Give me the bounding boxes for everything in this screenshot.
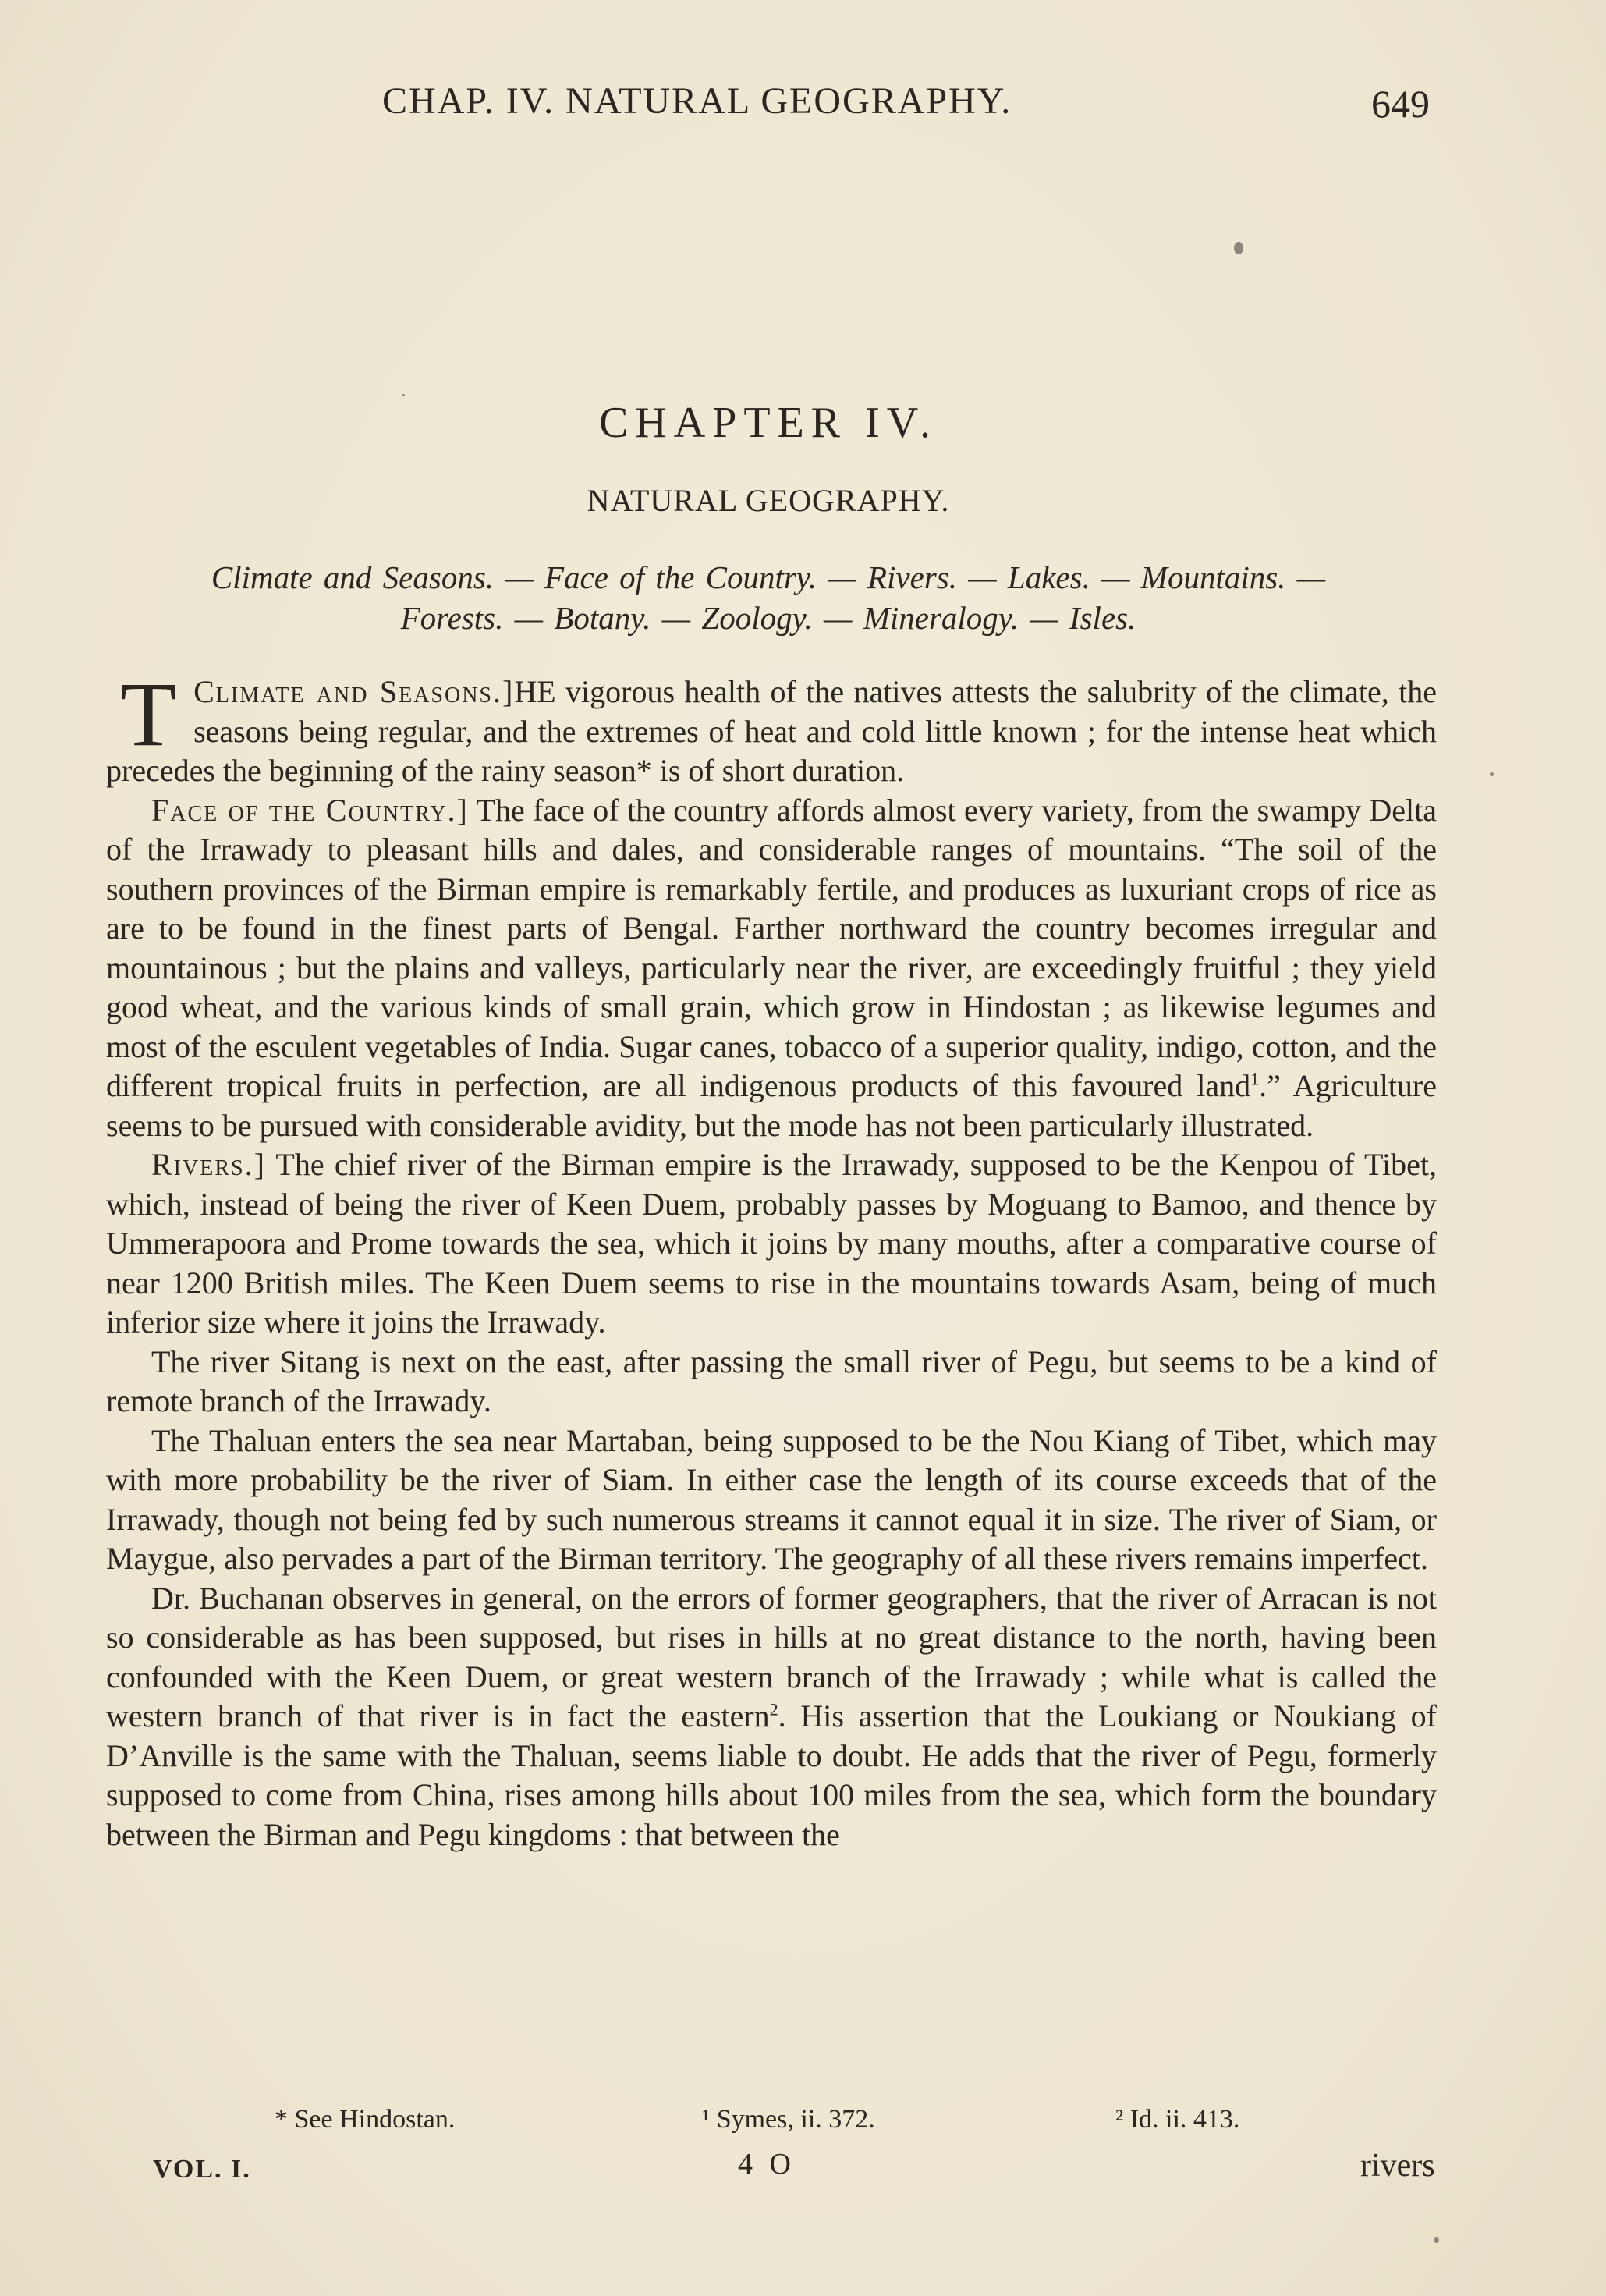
paragraph-text: The face of the country affords almost every variety, from the swampy Delta of the Irrawady to pleasant hills and dales, and considerable ranges of mountains. “The soil of the southern provinces of the Birman empire is remarkably fertile, and produces as luxuriant crops of rice as are to be found in the finest parts of Bengal. Farther northward the country becomes irregular and mountainous ; but the plains and valleys, particularly near the river, are exceedingly fruitful ; they yield good wheat, and the various kinds of small grain, which grow in Hindostan ; as likewise legumes and most of the esculent vegetables of India. Sugar canes, tobacco of a superior quality, indigo, cotton, and the different tropical fruits in perfection, are all indigenous products of this favoured land xyxy=(106,792,1437,1103)
chapter-title: CHAPTER IV. xyxy=(598,399,938,447)
running-head: CHAP. IV. NATURAL GEOGRAPHY. xyxy=(382,80,1012,122)
paragraph-text: is of short duration. xyxy=(651,753,905,788)
volume-signature: VOL. I. xyxy=(153,2155,251,2184)
paragraph-rivers xyxy=(106,1145,1437,1343)
paper-speck xyxy=(402,394,405,396)
footnote-marker: 2 xyxy=(769,1699,778,1719)
paper-speck xyxy=(1234,242,1243,254)
body-text xyxy=(106,663,1438,1854)
footnote: ² Id. ii. 413. xyxy=(1115,2105,1240,2134)
paragraph-text: Dr. Buchanan observes in general, on the errors of former geographers, that the river of Arracan is not so considerable as has been supposed, but rises in hills at no great distance to the north, having been confounded with the Keen Duem, or great western branch of the Irrawady ; while what is called the western branch of that river is in fact the eastern xyxy=(106,1580,1437,1734)
drop-cap: T xyxy=(120,663,177,765)
side-heading: Rivers.] xyxy=(151,1147,266,1182)
side-heading: Climate and Seasons.] xyxy=(193,674,515,709)
paragraph-text: HE vigorous health of the natives attests the salubrity of the climate, the seasons being regular, and the extremes of heat and cold little known ; for the intense heat which precedes the beginning of the rainy season xyxy=(106,674,1438,788)
paragraph-climate xyxy=(106,663,1438,791)
signature-mark: 4 O xyxy=(738,2148,796,2181)
paragraph-face-of-country xyxy=(106,791,1437,1146)
footnote-marker: 1 xyxy=(1250,1069,1260,1089)
contents-line: Climate and Seasons. — Face of the Country. — Rivers. — Lakes. — Mountains. — xyxy=(211,559,1326,595)
paragraph-sitang: The river Sitang is next on the east, after passing the small river of Pegu, but seems to be a kind of remote branch of the Irrawady. xyxy=(106,1343,1437,1418)
footnote: * See Hindostan. xyxy=(275,2105,456,2134)
contents-line: Forests. — Botany. — Zoology. — Mineralogy. — Isles. xyxy=(400,600,1136,636)
paragraph-thaluan: The Thaluan enters the sea near Martaban, being supposed to be the Nou Kiang of Tibet, which may with more probability be the river of Siam. In either case the length of its course exceeds that of the Irrawady, though not being fed by such numerous streams it cannot equal it in size. The river of Siam, or Maygue, also pervades a part of the Birman territory. The geography of all these rivers remains imperfect. xyxy=(106,1422,1437,1576)
paragraph-text: .” Agriculture seems to be pursued with considerable avidity, but the mode has not been particularly illustrated. xyxy=(106,1068,1438,1143)
paragraph-buchanan xyxy=(106,1579,1437,1855)
side-heading: Face of the Country.] xyxy=(151,792,469,828)
paragraph-text: The chief river of the Birman empire is the Irrawady, supposed to be the Kenpou of Tibet, which, instead of being the river of Keen Duem, probably passes by Moguang to Bamoo, and thence by Ummerapoora and Prome towards the sea, which it joins by many mouths, after a comparative course of near 1200 British miles. The Keen Duem seems to rise in the mountains towards Asam, being of much inferior size where it joins the Irrawady. xyxy=(106,1147,1437,1340)
chapter-contents xyxy=(101,557,1435,638)
paper-speck xyxy=(1434,2237,1439,2243)
paper-speck xyxy=(1490,772,1494,776)
section-title: NATURAL GEOGRAPHY. xyxy=(587,483,950,518)
page-number: 649 xyxy=(1371,82,1430,126)
catchword: rivers xyxy=(1360,2148,1435,2184)
footnote: ¹ Symes, ii. 372. xyxy=(702,2105,875,2134)
paragraph-text: . His assertion that the Loukiang or Noukiang of D’Anville is the same with the Thaluan, seems liable to doubt. He adds that the river of Pegu, formerly supposed to come from China, rises among hills about 100 miles from the sea, which form the boundary between the Birman and Pegu kingdoms : that between the xyxy=(106,1698,1437,1852)
footnote-marker: * xyxy=(636,753,652,788)
